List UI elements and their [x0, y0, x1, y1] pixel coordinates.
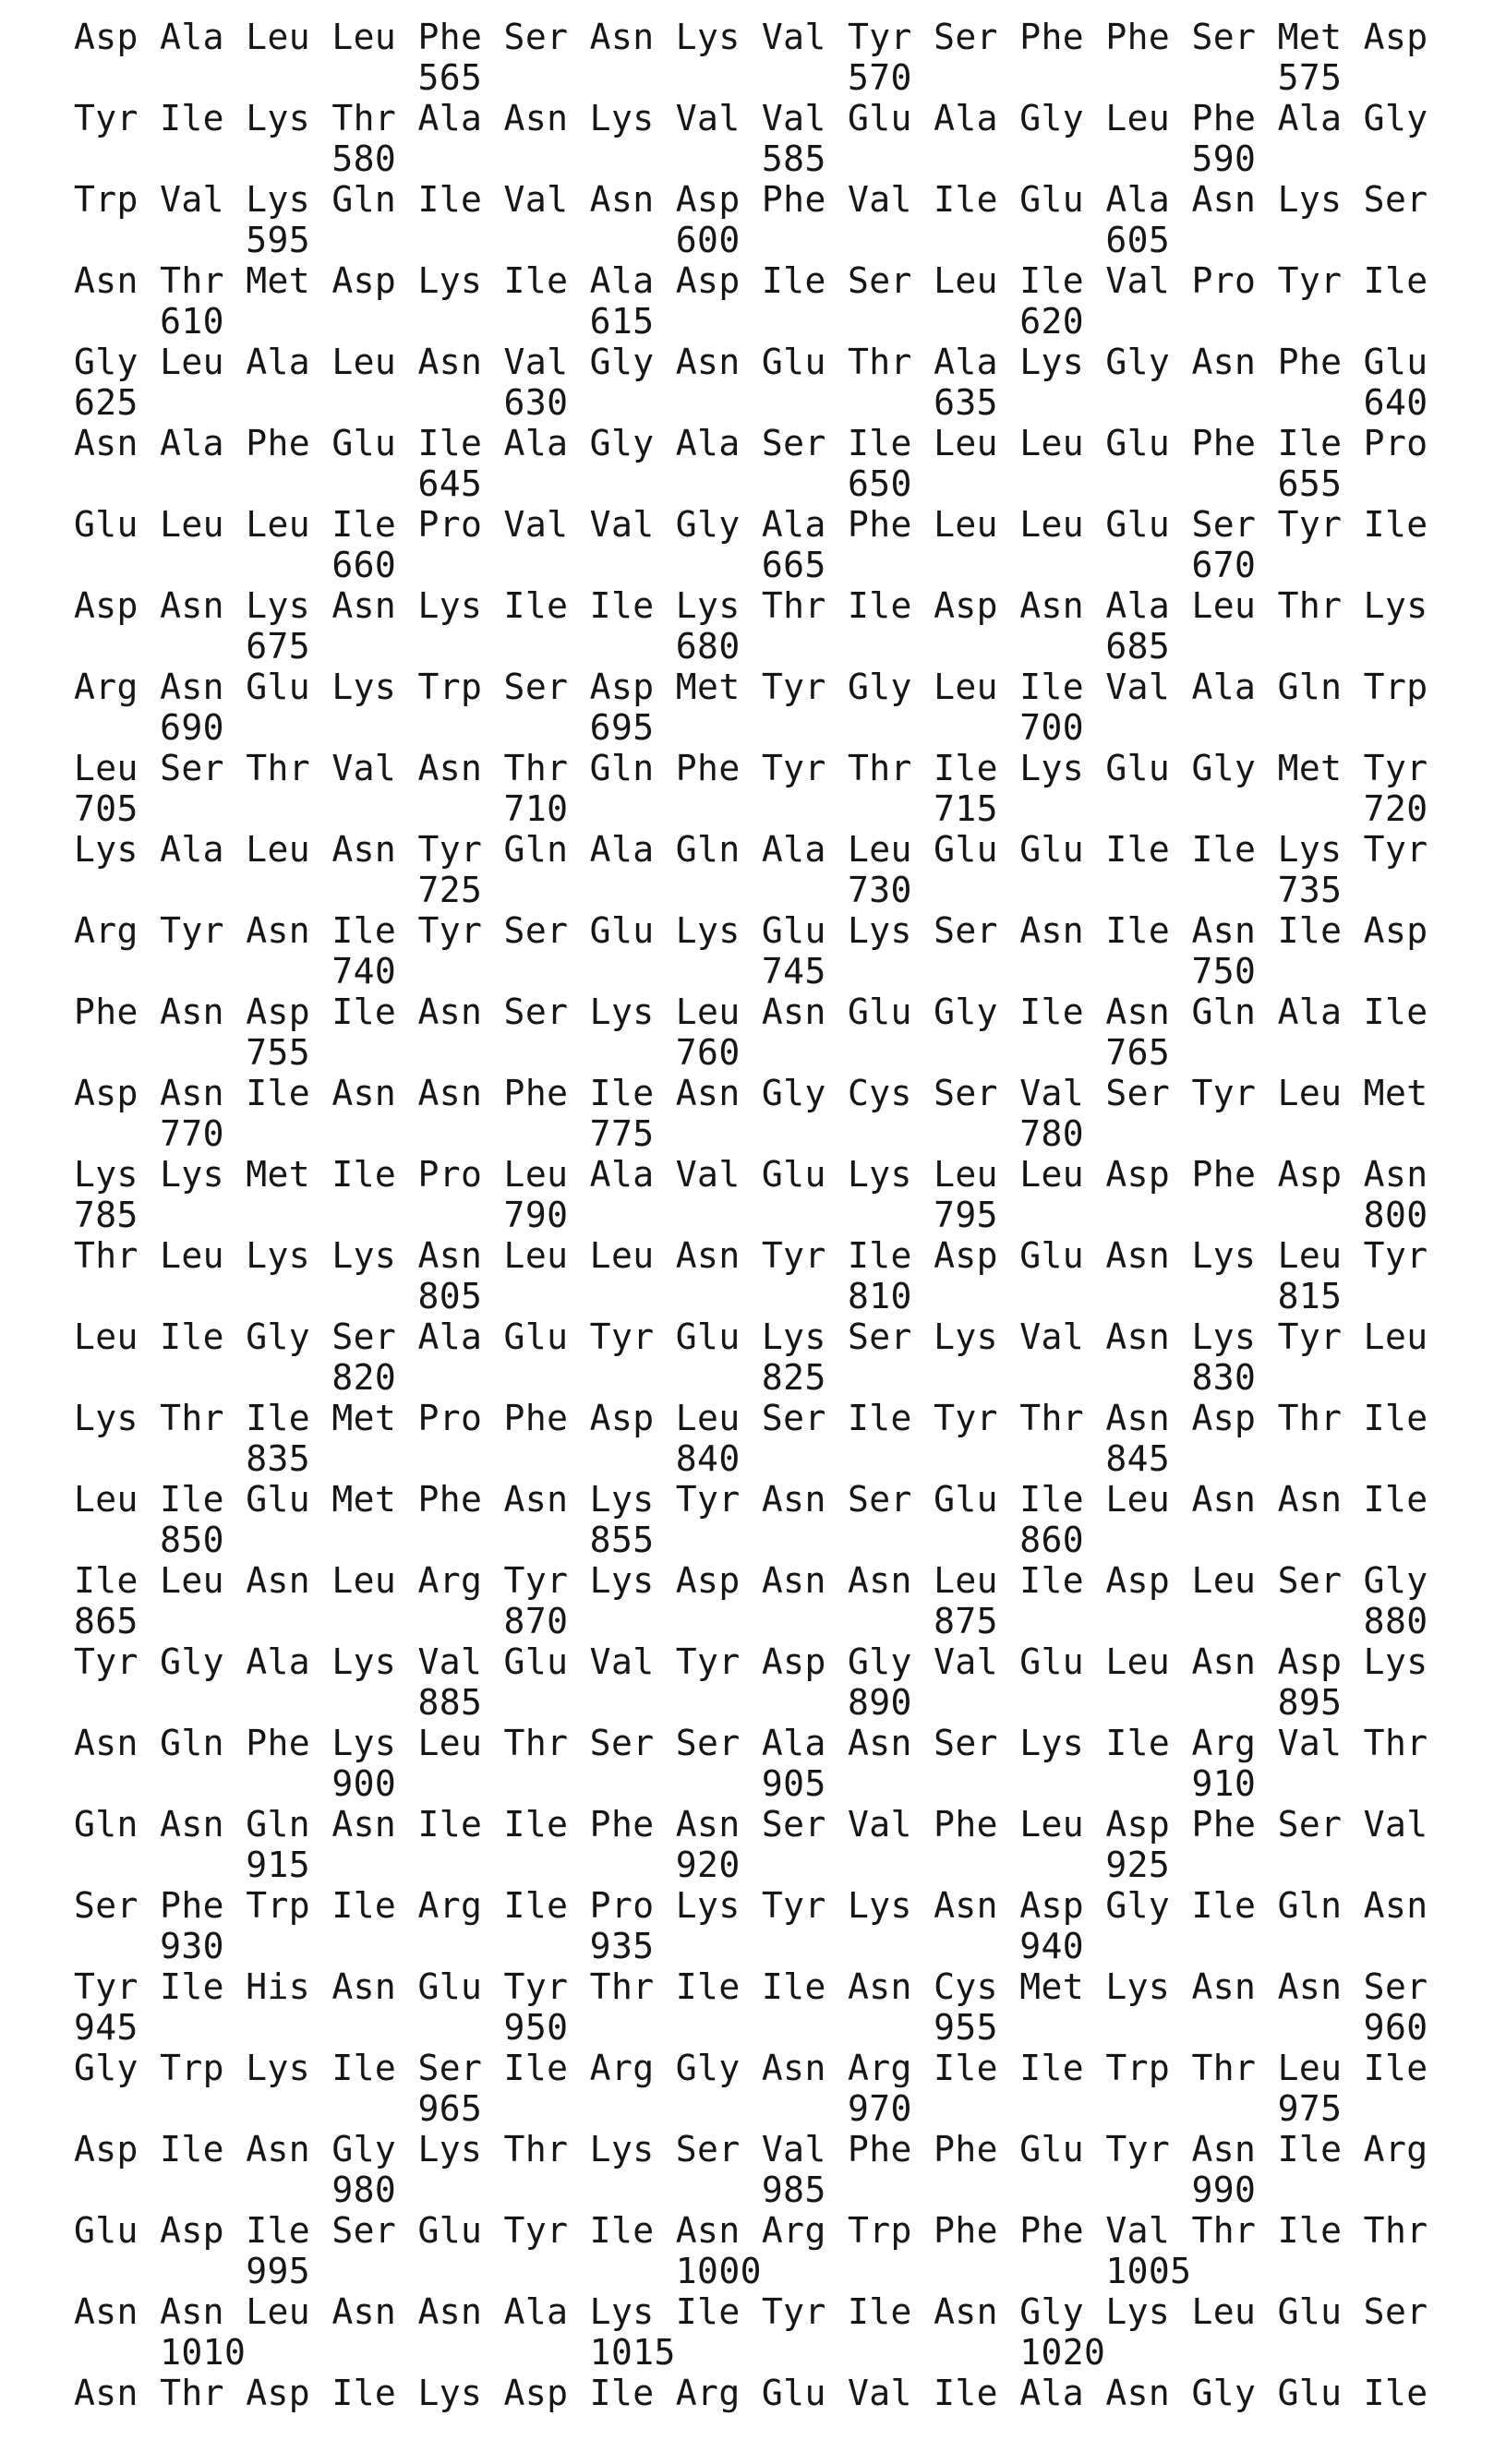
residue-line: Leu Ile Glu Met Phe Asn Lys Tyr Asn Ser Glu Ile Leu Asn Asn Ile	[74, 1479, 1428, 1520]
position-number-line: 930 935 940	[74, 1926, 1085, 1966]
position-number-line: 705 710 715 720	[74, 788, 1428, 829]
position-number-line: 785 790 795 800	[74, 1195, 1428, 1235]
residue-line: Thr Leu Lys Lys Asn Leu Leu Asn Tyr Ile Asp Glu Asn Lys Leu Tyr	[74, 1235, 1428, 1276]
residue-line: Asp Ile Asn Gly Lys Thr Lys Ser Val Phe Phe Glu Tyr Asn Ile Arg	[74, 2129, 1428, 2170]
sequence-row	[74, 504, 1494, 585]
residue-line: Gly Leu Ala Leu Asn Val Gly Asn Glu Thr Ala Lys Gly Asn Phe Glu	[74, 342, 1428, 382]
position-number-line: 900 905 910	[74, 1763, 1257, 1804]
position-number-line: 885 890 895	[74, 1682, 1343, 1723]
sequence-row	[74, 748, 1494, 829]
sequence-row	[74, 2210, 1494, 2291]
sequence-row	[74, 98, 1494, 179]
sequence-row	[74, 1885, 1494, 1966]
residue-line: Ile Leu Asn Leu Arg Tyr Lys Asp Asn Asn Leu Ile Asp Leu Ser Gly	[74, 1560, 1428, 1601]
residue-line: Glu Asp Ile Ser Glu Tyr Ile Asn Arg Trp Phe Phe Val Thr Ile Thr	[74, 2210, 1428, 2251]
residue-line: Lys Thr Ile Met Pro Phe Asp Leu Ser Ile Tyr Thr Asn Asp Thr Ile	[74, 1398, 1428, 1438]
position-number-line: 820 825 830	[74, 1357, 1257, 1398]
residue-line: Leu Ile Gly Ser Ala Glu Tyr Glu Lys Ser Lys Val Asn Lys Tyr Leu	[74, 1316, 1428, 1357]
position-number-line: 595 600 605	[74, 220, 1171, 260]
position-number-line: 725 730 735	[74, 870, 1343, 910]
sequence-row	[74, 179, 1494, 260]
sequence-row	[74, 1073, 1494, 1154]
residue-line: Asp Asn Ile Asn Asn Phe Ile Asn Gly Cys Ser Val Ser Tyr Leu Met	[74, 1073, 1428, 1113]
sequence-row	[74, 2129, 1494, 2210]
residue-line: Arg Asn Glu Lys Trp Ser Asp Met Tyr Gly Leu Ile Val Ala Gln Trp	[74, 667, 1428, 707]
position-number-line: 645 650 655	[74, 463, 1343, 504]
sequence-row	[74, 423, 1494, 504]
sequence-row	[74, 1398, 1494, 1479]
sequence-row	[74, 2048, 1494, 2129]
sequence-row	[74, 1804, 1494, 1885]
position-number-line: 565 570 575	[74, 57, 1343, 98]
residue-line: Asp Ala Leu Leu Phe Ser Asn Lys Val Tyr Ser Phe Phe Ser Met Asp	[74, 17, 1428, 57]
residue-line: Lys Ala Leu Asn Tyr Gln Ala Gln Ala Leu Glu Glu Ile Ile Lys Tyr	[74, 829, 1428, 870]
residue-line: Tyr Gly Ala Lys Val Glu Val Tyr Asp Gly Val Glu Leu Asn Asp Lys	[74, 1641, 1428, 1682]
position-number-line: 995 1000 1005	[74, 2251, 1192, 2291]
residue-line: Asn Thr Asp Ile Lys Asp Ile Arg Glu Val Ile Ala Asn Gly Glu Ile	[74, 2373, 1428, 2413]
position-number-line: 945 950 955 960	[74, 2007, 1428, 2048]
position-number-line: 850 855 860	[74, 1520, 1085, 1560]
residue-line: Asn Thr Met Asp Lys Ile Ala Asp Ile Ser Leu Ile Val Pro Tyr Ile	[74, 260, 1428, 301]
position-number-line: 660 665 670	[74, 545, 1257, 585]
sequence-row	[74, 1479, 1494, 1560]
position-number-line: 1010 1015 1020	[74, 2332, 1106, 2373]
position-number-line: 755 760 765	[74, 1032, 1171, 1073]
residue-line: Leu Ser Thr Val Asn Thr Gln Phe Tyr Thr Ile Lys Glu Gly Met Tyr	[74, 748, 1428, 788]
residue-line: Tyr Ile His Asn Glu Tyr Thr Ile Ile Asn Cys Met Lys Asn Asn Ser	[74, 1966, 1428, 2007]
sequence-row	[74, 342, 1494, 423]
sequence-row	[74, 2291, 1494, 2373]
sequence-row	[74, 1235, 1494, 1316]
residue-line: Asp Asn Lys Asn Lys Ile Ile Lys Thr Ile Asp Asn Ala Leu Thr Lys	[74, 585, 1428, 626]
sequence-row	[74, 1723, 1494, 1804]
residue-line: Gly Trp Lys Ile Ser Ile Arg Gly Asn Arg Ile Ile Trp Thr Leu Ile	[74, 2048, 1428, 2088]
residue-line: Ser Phe Trp Ile Arg Ile Pro Lys Tyr Lys Asn Asp Gly Ile Gln Asn	[74, 1885, 1428, 1926]
position-number-line: 770 775 780	[74, 1113, 1085, 1154]
position-number-line: 965 970 975	[74, 2088, 1343, 2129]
residue-line: Asn Gln Phe Lys Leu Thr Ser Ser Ala Asn Ser Lys Ile Arg Val Thr	[74, 1723, 1428, 1763]
position-number-line: 980 985 990	[74, 2170, 1257, 2210]
residue-line: Asn Ala Phe Glu Ile Ala Gly Ala Ser Ile Leu Leu Glu Phe Ile Pro	[74, 423, 1428, 463]
sequence-row	[74, 829, 1494, 910]
sequence-row	[74, 1316, 1494, 1398]
position-number-line: 690 695 700	[74, 707, 1085, 748]
sequence-row	[74, 1154, 1494, 1235]
sequence-row	[74, 1641, 1494, 1723]
position-number-line: 805 810 815	[74, 1276, 1343, 1316]
sequence-row	[74, 1966, 1494, 2048]
sequence-row	[74, 1560, 1494, 1641]
position-number-line: 865 870 875 880	[74, 1601, 1428, 1641]
sequence-row	[74, 910, 1494, 992]
sequence-row	[74, 992, 1494, 1073]
sequence-row	[74, 667, 1494, 748]
residue-line: Tyr Ile Lys Thr Ala Asn Lys Val Val Glu Ala Gly Leu Phe Ala Gly	[74, 98, 1428, 138]
residue-line: Gln Asn Gln Asn Ile Ile Phe Asn Ser Val Phe Leu Asp Phe Ser Val	[74, 1804, 1428, 1845]
position-number-line: 625 630 635 640	[74, 382, 1428, 423]
sequence-row	[74, 2373, 1494, 2454]
sequence-listing	[74, 17, 1494, 2454]
residue-line: Trp Val Lys Gln Ile Val Asn Asp Phe Val Ile Glu Ala Asn Lys Ser	[74, 179, 1428, 220]
position-number-line: 835 840 845	[74, 1438, 1171, 1479]
position-number-line: 580 585 590	[74, 138, 1257, 179]
sequence-row	[74, 585, 1494, 667]
residue-line: Arg Tyr Asn Ile Tyr Ser Glu Lys Glu Lys Ser Asn Ile Asn Ile Asp	[74, 910, 1428, 951]
residue-line: Asn Asn Leu Asn Asn Ala Lys Ile Tyr Ile Asn Gly Lys Leu Glu Ser	[74, 2291, 1428, 2332]
sequence-row	[74, 17, 1494, 98]
sequence-row	[74, 260, 1494, 342]
position-number-line: 675 680 685	[74, 626, 1171, 667]
position-number-line: 915 920 925	[74, 1845, 1171, 1885]
residue-line: Glu Leu Leu Ile Pro Val Val Gly Ala Phe Leu Leu Glu Ser Tyr Ile	[74, 504, 1428, 545]
residue-line: Phe Asn Asp Ile Asn Ser Lys Leu Asn Glu Gly Ile Asn Gln Ala Ile	[74, 992, 1428, 1032]
residue-line: Lys Lys Met Ile Pro Leu Ala Val Glu Lys Leu Leu Asp Phe Asp Asn	[74, 1154, 1428, 1195]
position-number-line: 610 615 620	[74, 301, 1085, 342]
position-number-line: 740 745 750	[74, 951, 1257, 992]
